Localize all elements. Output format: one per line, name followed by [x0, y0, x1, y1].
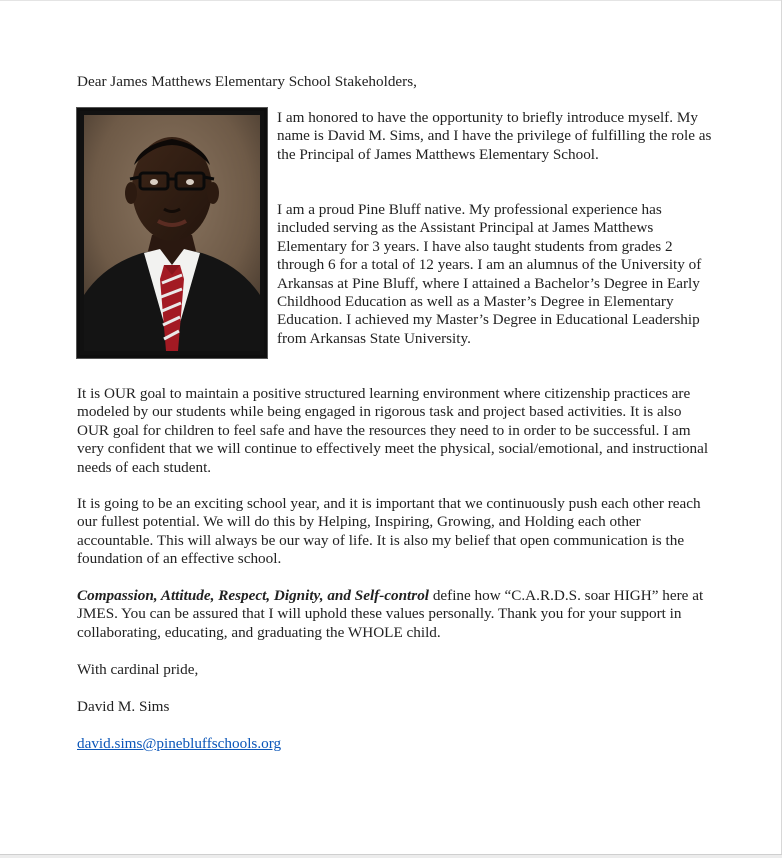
values-paragraph	[77, 587, 717, 642]
principal-portrait-icon	[84, 115, 260, 351]
salutation: Dear James Matthews Elementary School Stakeholders,	[77, 73, 417, 90]
page-bottom-border	[0, 854, 782, 858]
experience-paragraph: I am a proud Pine Bluff native. My professional experience has included serving as the Assistant Principal at James Matthews Elementary for 3 years. I have also taught students from grades 2 through 6 for a total of 12 years. I am an alumnus of the University of Arkansas at Pine Bluff, where I attained a Bachelor’s Degree in Early Childhood Education as well as a Master’s Degree in Elementary Education. I achieved my Master’s Degree in Educational Leadership from Arkansas State University.	[277, 201, 702, 347]
school-year-paragraph: It is going to be an exciting school year, and it is important that we continuously push each other reach our fullest potential. We will do this by Helping, Inspiring, Growing, and Holding each other accountable. This will always be our way of life. It is also my belief that open communication is the foundation of an effective school.	[77, 495, 701, 568]
signature-name: David M. Sims	[77, 698, 170, 715]
closing: With cardinal pride,	[77, 661, 199, 678]
email-link[interactable]: david.sims@pinebluffschools.org	[77, 735, 282, 752]
page-edge	[0, 0, 782, 1]
goal-paragraph: It is OUR goal to maintain a positive structured learning environment where citizenship practices are modeled by our students while being engaged in rigorous task and project based activities. It is also OUR goal for children to feel safe and have the resources they need to in order to be successful. I am very confident that we will continue to effectively meet the physical, social/emotional, and instructional needs of each student.	[77, 385, 709, 476]
values-text: define how “C.A.R.D.S. soar HIGH” here at JMES. You can be assured that I will uphold these values personally. Thank you for your support in collaborating, educating, and graduating the WHOLE child.	[77, 587, 704, 641]
values-emphasis: Compassion, Attitude, Respect, Dignity, and Self-control	[77, 587, 430, 604]
intro-paragraph: I am honored to have the opportunity to briefly introduce myself. My name is David M. Sims, and I have the privilege of fulfilling the role as the Principal of James Matthews Elementary School.	[277, 109, 712, 163]
principal-photo	[77, 108, 267, 358]
